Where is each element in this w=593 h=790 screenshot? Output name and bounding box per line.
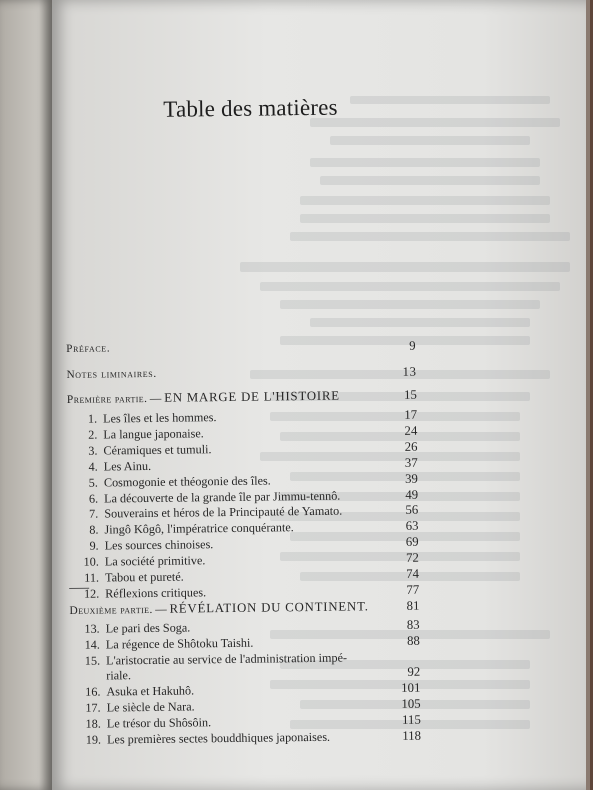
- entry-number: 5.: [88, 475, 98, 490]
- page-number: 118: [402, 728, 422, 743]
- page-edge: [586, 0, 590, 790]
- page-number: 77: [406, 582, 420, 597]
- entry-title: riale.: [106, 668, 132, 683]
- entry-text: [82, 650, 347, 668]
- entry-title: Réflexions critiques.: [105, 585, 207, 601]
- page-number: 26: [404, 439, 418, 454]
- page-number: 17: [404, 407, 418, 422]
- entry-number: 6.: [88, 491, 99, 506]
- entry-number: 1.: [87, 411, 98, 426]
- toc-section-preface: [66, 338, 417, 355]
- entry-number: 14.: [84, 637, 100, 652]
- entry-text: [80, 473, 271, 490]
- entry-title: Les Ainu.: [103, 458, 152, 474]
- entry-text: [79, 410, 217, 427]
- entry-text: [83, 699, 195, 715]
- entry-number: 16.: [85, 684, 101, 699]
- entry-text: [82, 620, 191, 636]
- entry-text: [79, 426, 204, 443]
- entry-text: [81, 537, 214, 554]
- page-number: 83: [406, 617, 420, 632]
- page-number: 15: [403, 387, 417, 402]
- entry-number: 2.: [88, 427, 98, 442]
- page-number: 13: [402, 364, 417, 379]
- entry-text: [82, 684, 194, 700]
- page-number: 81: [406, 598, 420, 613]
- entry-title: Cosmogonie et théogonie des îles.: [103, 473, 271, 490]
- entry-text: [83, 729, 330, 747]
- entry-number: 9.: [89, 538, 99, 553]
- entry-title: L'aristocratie au service de l'administration impé-: [105, 650, 348, 668]
- entry-number: 13.: [84, 621, 100, 636]
- entry-title: La société primitive.: [104, 553, 206, 569]
- left-page-edge: [0, 0, 52, 790]
- entry-text: [79, 442, 211, 459]
- page-number: 74: [406, 566, 420, 581]
- page-number: 24: [404, 423, 418, 438]
- entry-number: 11.: [84, 570, 100, 585]
- entry-text: [80, 459, 152, 475]
- entry-text: [81, 570, 184, 586]
- entry-text: [82, 636, 254, 653]
- entry-title: Souverains et héros de la Principauté de Yamato.: [104, 504, 343, 521]
- entry-title: Les premières sectes bouddhiques japonaises.: [106, 729, 331, 747]
- entry-text: [80, 521, 294, 539]
- entry-number: 8.: [89, 522, 99, 538]
- page-number: 39: [404, 471, 418, 486]
- entry-number: 12.: [83, 586, 100, 601]
- page-number: 69: [405, 534, 419, 550]
- entry-text: [106, 669, 131, 684]
- page-number: 88: [406, 633, 420, 648]
- page-number: 49: [405, 487, 419, 502]
- toc-entry: [67, 407, 418, 426]
- entry-title: La découverte de la grande île par Jimmu-tennô.: [104, 488, 341, 506]
- entry-text: [80, 504, 342, 522]
- entry-text: [83, 715, 211, 732]
- page-number: 9: [409, 338, 417, 353]
- page-number: 115: [401, 712, 421, 727]
- entry-title: Le trésor du Shôsôin.: [106, 715, 212, 731]
- part-label: Première partie. — EN MARGE DE L'HISTOIRE: [66, 388, 340, 406]
- toc-entry: [70, 617, 420, 636]
- entry-number: 4.: [88, 459, 98, 474]
- entry-title: Asuka et Hakuhô.: [106, 683, 195, 699]
- entry-number: 17.: [85, 700, 101, 715]
- entry-number: 7.: [89, 506, 99, 522]
- entry-text: [81, 553, 206, 570]
- page-number: 37: [404, 455, 418, 470]
- entry-title: Le pari des Soga.: [105, 620, 191, 636]
- entry-number: 3.: [88, 443, 98, 458]
- page-number: 63: [405, 518, 419, 534]
- entry-title: Jingô Kôgô, l'impératrice conquérante.: [104, 520, 294, 537]
- toc-part-1: [66, 387, 417, 406]
- page-number: 101: [401, 680, 421, 696]
- entry-text: [81, 585, 206, 602]
- toc-section-notes: [66, 364, 417, 381]
- entry-title: La régence de Shôtoku Taishi.: [105, 635, 254, 652]
- entry-title: La langue japonaise.: [103, 426, 204, 442]
- entry-number: 15.: [84, 653, 101, 668]
- entry-title: Céramiques et tumuli.: [103, 442, 212, 458]
- entry-title: Tabou et pureté.: [104, 569, 184, 585]
- entry-number: 10.: [83, 554, 99, 569]
- section-label: Préface.: [66, 342, 111, 355]
- entry-number: 19.: [85, 732, 102, 747]
- page-number: 105: [401, 696, 421, 711]
- section-label: Notes liminaires.: [66, 367, 157, 381]
- part-label: Deuxième partie. — RÉVÉLATION DU CONTINENT.: [69, 599, 369, 617]
- page-number: 56: [405, 503, 419, 518]
- entry-title: Le siècle de Nara.: [106, 699, 195, 715]
- page-title: Table des matières: [163, 94, 338, 122]
- toc-content: [62, 0, 422, 790]
- entry-title: Les îles et les hommes.: [103, 410, 217, 426]
- page-number: 92: [407, 665, 421, 680]
- entry-number: 18.: [85, 716, 101, 731]
- page-number: 72: [405, 550, 419, 565]
- entry-title: Les sources chinoises.: [104, 537, 214, 553]
